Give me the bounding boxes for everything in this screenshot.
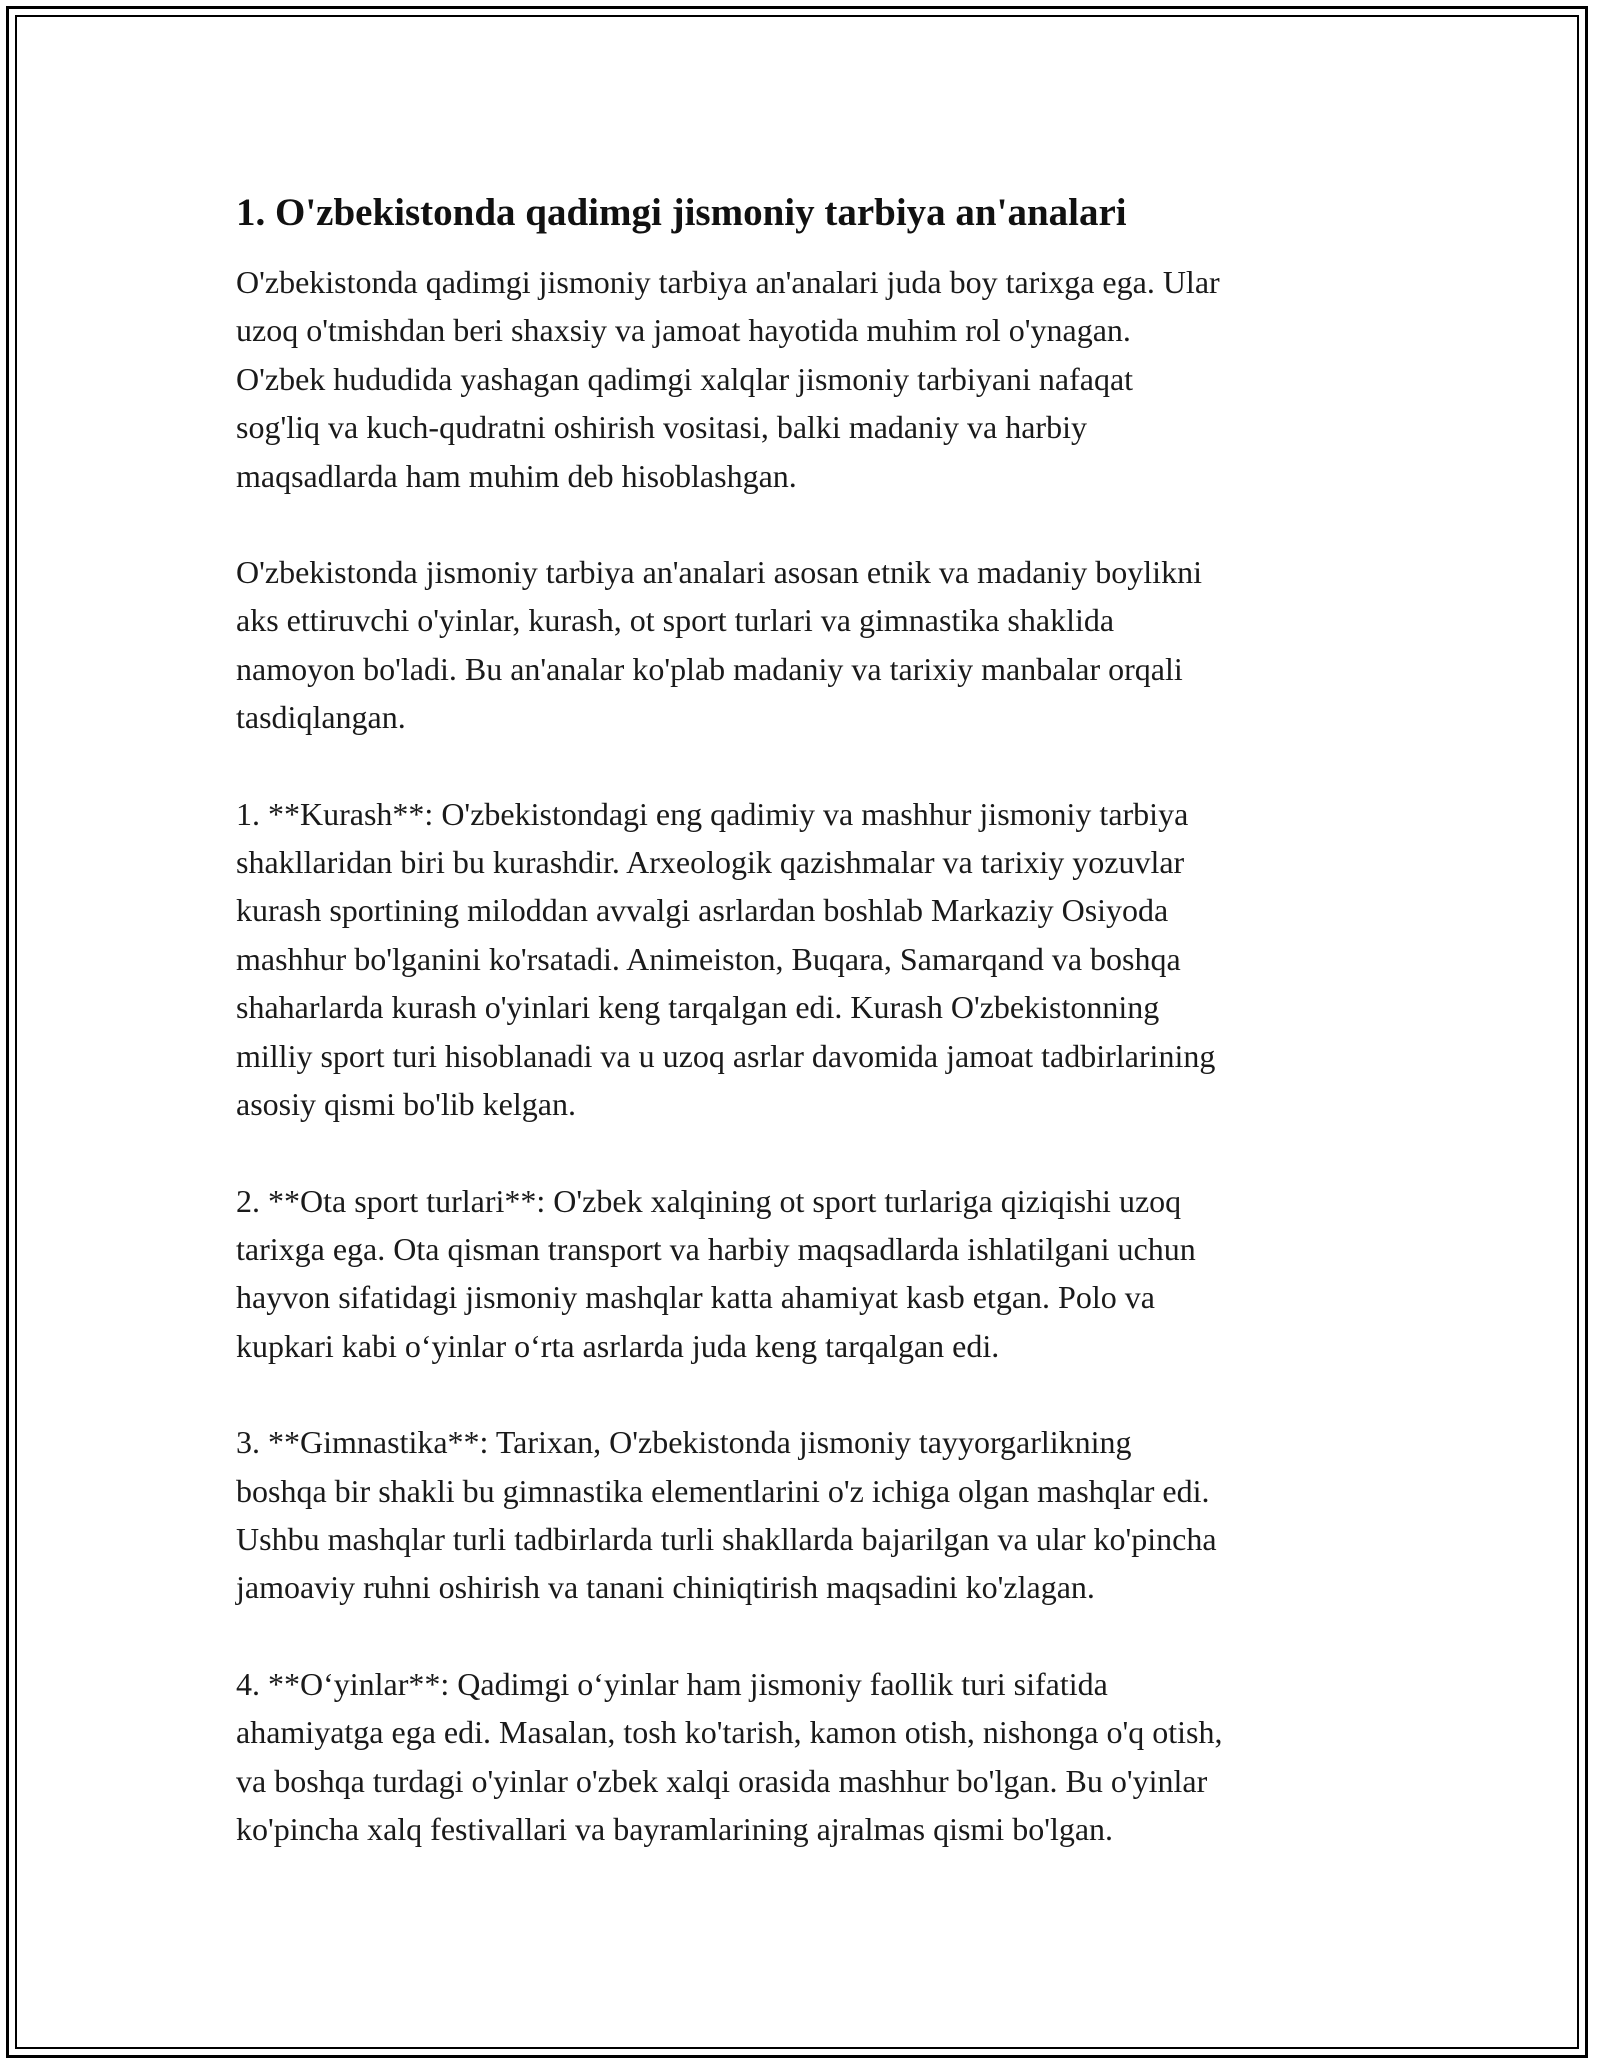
gimnastika-paragraph: 3. **Gimnastika**: Tarixan, O'zbekistonda jismoniy tayyorgarlikning boshqa bir shakli bu gimnastika elementlarini o'z ichiga olgan mashqlar edi. Ushbu mashqlar turli tadbirlarda turli shakllarda bajarilgan va ular ko'pincha jamoaviy ruhni oshirish va tanani chiniqtirish maqsadini ko'zlagan.	[236, 1424, 1217, 1606]
kurash-paragraph: 1. **Kurash**: O'zbekistondagi eng qadimiy va mashhur jismoniy tarbiya shakllaridan biri bu kurashdir. Arxeologik qazishmalar va tarixiy yozuvlar kurash sportining miloddan avvalgi asrlardan boshlab Markaziy Osiyoda mashhur bo'lganini ko'rsatadi. Animeiston, Buqara, Samarqand va boshqa shaharlarda kurash o'yinlari keng tarqalgan edi. Kurash O'zbekistonning milliy sport turi hisoblanadi va u uzoq asrlar davomida jamoat tadbirlarining asosiy qismi bo'lib kelgan.	[236, 795, 1216, 1123]
document-title: 1. O'zbekistonda qadimgi jismoniy tarbiya an'analari	[236, 191, 1127, 234]
ot-sport-paragraph: 2. **Ota sport turlari**: O'zbek xalqining ot sport turlariga qiziqishi uzoq tarixga ega. Ota qisman transport va harbiy maqsadlarda ishlatilgani uchun hayvon sifatidagi jismoniy mashqlar katta ahamiyat kasb etgan. Polo va kupkari kabi o‘yinlar o‘rta asrlarda juda keng tarqalgan edi.	[236, 1182, 1196, 1364]
document-body	[236, 188, 1376, 1853]
oyinlar-paragraph: 4. **O‘yinlar**: Qadimgi o‘yinlar ham jismoniy faollik turi sifatida ahamiyatga ega edi. Masalan, tosh ko'tarish, kamon otish, nishonga o'q otish, va boshqa turdagi o'yinlar o'zbek xalqi orasida mashhur bo'lgan. Bu o'yinlar ko'pincha xalq festivallari va bayramlarining ajralmas qismi bo'lgan.	[236, 1665, 1223, 1847]
traditions-paragraph: O'zbekistonda jismoniy tarbiya an'analari asosan etnik va madaniy boylikni aks ettiruvchi o'yinlar, kurash, ot sport turlari va gimnastika shaklida namoyon bo'ladi. Bu an'analar ko'plab madaniy va tarixiy manbalar orqali tasdiqlangan.	[236, 554, 1202, 736]
intro-paragraph: O'zbekistonda qadimgi jismoniy tarbiya an'analari juda boy tarixga ega. Ular uzoq o'tmishdan beri shaxsiy va jamoat hayotida muhim rol o'ynagan. O'zbek hududida yashagan qadimgi xalqlar jismoniy tarbiyani nafaqat sog'liq va kuch-qudratni oshirish vositasi, balki madaniy va harbiy maqsadlarda ham muhim deb hisoblashgan.	[236, 264, 1220, 494]
